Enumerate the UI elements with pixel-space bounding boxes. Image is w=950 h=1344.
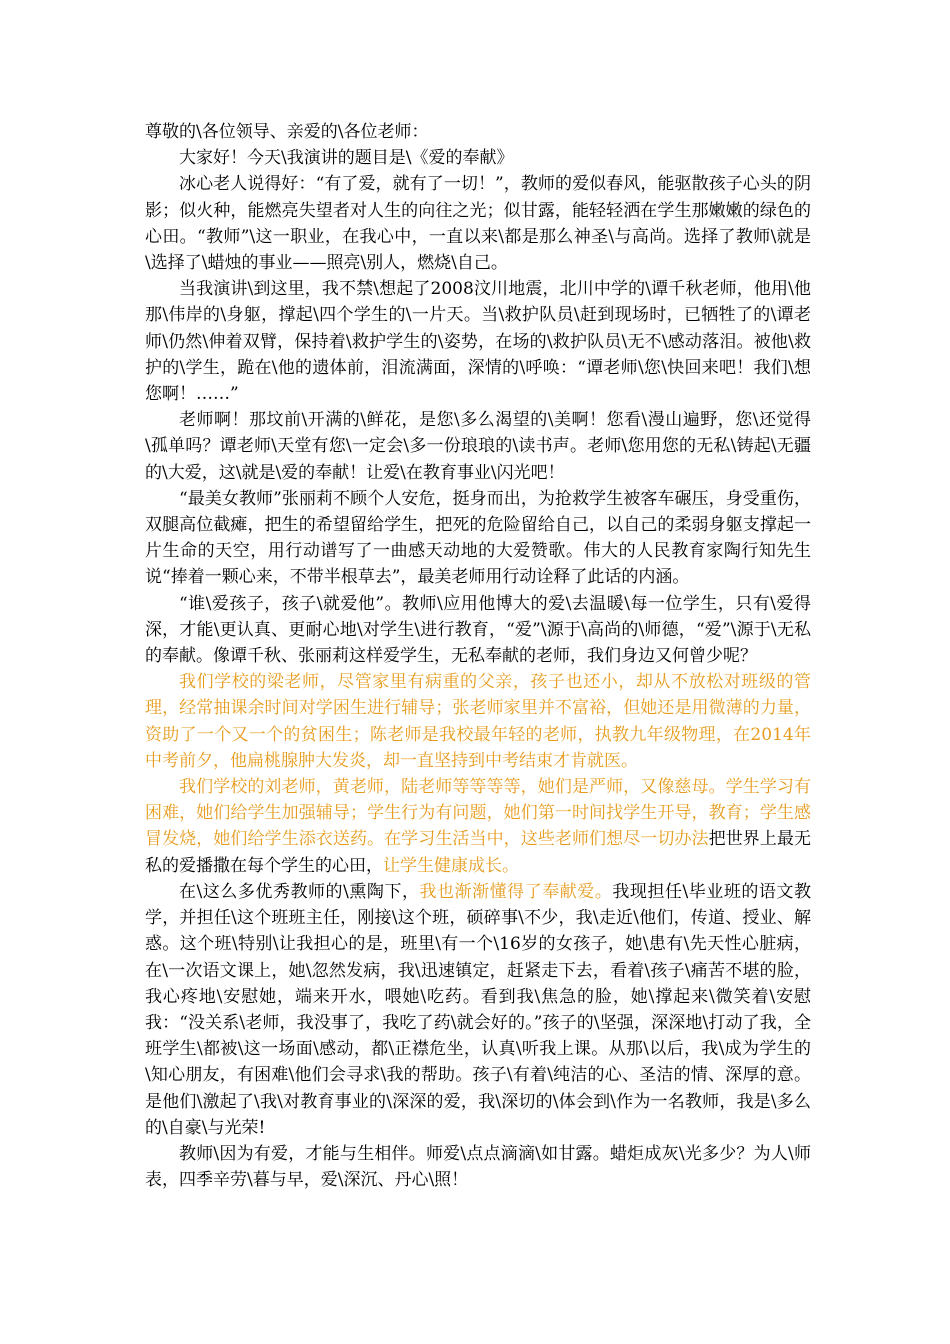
paragraph-bingxin: 冰心老人说得好：“有了爱，就有了一切！”，教师的爱似春风，能驱散孩子心头的阴影；似火种，能燃亮失望者对人生的向往之光；似甘露，能轻轻洒在学生那嫩嫩的绿色的心田。“教师”\这一职业，在我心中，一直以来\都是那么神圣\与高尚。选择了教师\就是\选择了\蜡烛的事业——照亮\别人，燃烧\自己。 [145, 174, 811, 274]
paragraph-teacher-tribute: 老师啊！那坟前\开满的\鲜花，是您\多么渴望的\美啊！您看\漫山遍野，您\还觉得\孤单吗？谭老师\天堂有您\一定会\多一份琅琅的\读书声。老师\您用您的无私\铸起\无疆的\大爱，这\就是\爱的奉献！让爱\在教育事业\闪光吧！ [145, 410, 811, 483]
paragraph-greeting: 大家好！今天\我演讲的题目是\《爱的奉献》 [179, 148, 514, 169]
paragraph-closing: 教师\因为有爱，才能与生相伴。师爱\点点滴滴\如甘露。蜡炬成灰\光多少？为人\师表，四季辛劳\暮与早，爱\深沉、丹心\照！ [145, 1143, 811, 1191]
plain-text: 在\这么多优秀教师的\熏陶下， [179, 881, 420, 902]
plain-text: 我现担任\毕业班的语文教学，并担任\这个班班主任，刚接\这个班，硕碎事\不少，我\走近\他们，传道、授业、解惑。这个班\特别\让我担心的是，班里\有一个\16岁的女孩子，她\患有\先天性心脏病，在\一次语文课上，她\忽然发病，我\迅速镇定，赶紧走下去，看着\孩子\痛苦不堪的脸，我心疼地\安慰她，端来开水，喂她\吃药。看到我\焦急的脸，她\撑起来\微笑着\安慰我：“没关系\老师，我没事了，我吃了药\就会好的。”孩子的\坚强，深深地\打动了我，全班学生\都被\这一场面\感动，都\正襟危坐，认真\听我上课。从那\以后，我\成为学生的\知心朋友，有困难\他们会寻求\我的帮助。孩子\有着\纯洁的心、圣洁的情、深厚的意。是他们\激起了\我\对教育事业的\深深的爱，我\深切的\体会到\作为一名教师，我是\多么的\自豪\与光荣! [145, 881, 811, 1138]
salutation: 尊敬的\各位领导、亲爱的\各位老师： [145, 122, 429, 142]
paragraph-tan-qianqiu: 当我演讲\到这里，我不禁\想起了2008汶川地震，北川中学的\谭千秋老师，他用\他那\伟岸的\身躯，撑起\四个学生的\一片天。当\救护队员\赶到现场时，已牺牲了的\谭老师\仍然\伸着双臂，保持着\救护学生的\姿势，在场的\救护队员\无不\感动落泪。被他\救护的\学生，跪在\他的遗体前，泪流满面，深情的\呼唤：“谭老师\您\快回来吧！我们\想您啊！……” [145, 279, 811, 405]
document-page [145, 119, 811, 1193]
paragraph-more-teachers [145, 774, 811, 879]
paragraph-love-children: “谁\爱孩子，孩子\就爱他”。教师\应用他博大的爱\去温暖\每一位学生，只有\爱得深，才能\更认真、更耐心地\对学生\进行教育，“爱”\源于\高尚的\师德，“爱”\源于\无私的奉献。像谭千秋、张丽莉这样爱学生，无私奉献的老师，我们身边又何曾少呢？ [145, 593, 811, 667]
paragraph-school-teachers: 我们学校的梁老师，尽管家里有病重的父亲，孩子也还小，却从不放松对班级的管理，经常抽课余时间对学困生进行辅导；张老师家里并不富裕，但她还是用微薄的力量，资助了一个又一个的贫困生；陈老师是我校最年轻的老师，执教九年级物理，在2014年中考前夕，他扁桃腺肿大发炎，却一直坚持到中考结束才肯就医。 [145, 672, 811, 771]
paragraph-my-story [145, 879, 811, 1141]
paragraph-zhang-lili: “最美女教师”张丽莉不顾个人安危，挺身而出，为抢救学生被客车碾压，身受重伤，双腿高位截瘫，把生的希望留给学生，把死的危险留给自己，以自己的柔弱身躯支撑起一片生命的天空，用行动谱写了一曲感天动地的大爱赞歌。伟大的人民教育家陶行知先生说“捧着一颗心来，不带半根草去”，最美老师用行动诠释了此话的内涵。 [145, 488, 811, 588]
plain-text: 把世界上最无私的爱播撒在每个学生的心田， [145, 829, 812, 876]
highlight-text: 让学生健康成长。 [383, 855, 519, 876]
highlight-text: 我们学校的刘老师，黄老师，陆老师等等等等，她们是严师，又像慈母。学生学习有困难，她们给学生加强辅导；学生行为有问题，她们第一时间找学生开导，教育；学生感冒发烧，她们给学生添衣送药。在学习生活当中，这些老师们想尽一切办法 [145, 777, 811, 850]
highlight-text: 我也渐渐懂得了奉献爱。 [419, 881, 613, 902]
